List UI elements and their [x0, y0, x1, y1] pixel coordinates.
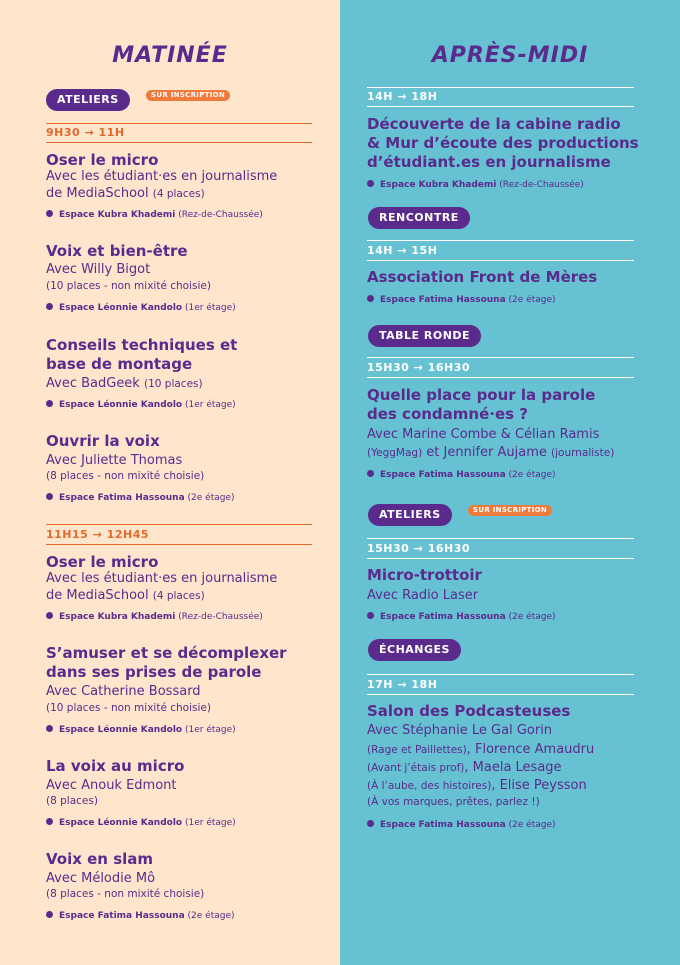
- event-location: Espace Kubra Khademi (Rez-de-Chaussée): [367, 179, 584, 191]
- divider: [367, 357, 634, 358]
- location-dot-icon: [46, 303, 53, 310]
- workshop-places: (10 places - non mixité choisie): [46, 280, 211, 292]
- divider: [46, 142, 312, 143]
- divider: [46, 123, 312, 124]
- event-title-2: des condamné·es ?: [367, 405, 529, 423]
- location-dot-icon: [367, 295, 374, 302]
- workshop-title: Oser le micro: [46, 553, 159, 571]
- location-dot-icon: [367, 180, 374, 187]
- workshop-host: Avec Willy Bigot: [46, 262, 151, 277]
- location-dot-icon: [367, 820, 374, 827]
- workshop-places: (8 places): [46, 795, 98, 807]
- location-dot-icon: [46, 210, 53, 217]
- workshop-location: Espace Léonnie Kandolo (1er étage): [46, 302, 236, 314]
- inscription-tag: SUR INSCRIPTION: [468, 505, 552, 516]
- workshop-host-2: de MediaSchool (4 places): [46, 186, 205, 201]
- event-hosts-2: (YeggMag) et Jennifer Aujame (journaliste): [367, 445, 615, 460]
- time-slot-2: 11H15 → 12H45: [46, 528, 150, 541]
- workshop-title: Ouvrir la voix: [46, 432, 160, 450]
- divider: [46, 524, 312, 525]
- divider: [367, 694, 634, 695]
- event-title: Découverte de la cabine radio: [367, 115, 621, 133]
- workshop-host-2: de MediaSchool (4 places): [46, 588, 205, 603]
- event-title: Quelle place pour la parole: [367, 386, 596, 404]
- workshop-host: Avec Mélodie Mô: [46, 871, 156, 886]
- rencontre-badge: RENCONTRE: [368, 207, 470, 229]
- event-hosts-4: (À l’aube, des histoires), Elise Peysson: [367, 778, 587, 793]
- time-slot: 17H → 18H: [367, 678, 438, 691]
- workshop-places: (8 places - non mixité choisie): [46, 470, 205, 482]
- workshop-title: Voix et bien-être: [46, 242, 188, 260]
- workshop-title-2: base de montage: [46, 355, 193, 373]
- event-hosts-5: (À vos marques, prêtes, parlez !): [367, 796, 540, 808]
- time-slot: 14H → 15H: [367, 244, 438, 257]
- workshop-title: S’amuser et se décomplexer: [46, 644, 287, 662]
- workshop-location: Espace Léonnie Kandolo (1er étage): [46, 724, 236, 736]
- location-dot-icon: [46, 493, 53, 500]
- echanges-badge: ÉCHANGES: [368, 639, 461, 661]
- event-location: Espace Fatima Hassouna (2e étage): [367, 611, 556, 623]
- workshop-title: Conseils techniques et: [46, 336, 238, 354]
- workshop-places: (10 places - non mixité choisie): [46, 702, 211, 714]
- ateliers-badge: ATELIERS: [46, 89, 130, 111]
- location-dot-icon: [367, 470, 374, 477]
- event-title-2: & Mur d’écoute des productions: [367, 134, 639, 152]
- event-title: Micro-trottoir: [367, 566, 482, 584]
- workshop-title-2: dans ses prises de parole: [46, 663, 262, 681]
- time-slot: 15H30 → 16H30: [367, 361, 471, 374]
- workshop-places: (8 places - non mixité choisie): [46, 888, 205, 900]
- workshop-host: Avec Juliette Thomas: [46, 453, 183, 468]
- workshop-location: Espace Kubra Khademi (Rez-de-Chaussée): [46, 611, 263, 623]
- time-slot: 14H → 18H: [367, 90, 438, 103]
- divider: [367, 106, 634, 107]
- workshop-location: Espace Léonnie Kandolo (1er étage): [46, 399, 236, 411]
- event-hosts: Avec Marine Combe & Célian Ramis: [367, 427, 600, 442]
- workshop-host: Avec Catherine Bossard: [46, 684, 201, 699]
- divider: [367, 87, 634, 88]
- event-location: Espace Fatima Hassouna (2e étage): [367, 294, 556, 306]
- workshop-location: Espace Léonnie Kandolo (1er étage): [46, 817, 236, 829]
- event-title: Salon des Podcasteuses: [367, 702, 571, 720]
- workshop-location: Espace Fatima Hassouna (2e étage): [46, 492, 235, 504]
- divider: [367, 377, 634, 378]
- workshop-host: Avec les étudiant·es en journalisme: [46, 571, 278, 586]
- divider: [367, 674, 634, 675]
- divider: [46, 544, 312, 545]
- event-location: Espace Fatima Hassouna (2e étage): [367, 819, 556, 831]
- workshop-host: Avec BadGeek (10 places): [46, 376, 203, 391]
- location-dot-icon: [46, 725, 53, 732]
- time-slot: 15H30 → 16H30: [367, 542, 471, 555]
- apresmidi-column: [340, 0, 680, 965]
- workshop-host: Avec les étudiant·es en journalisme: [46, 169, 278, 184]
- divider: [367, 538, 634, 539]
- location-dot-icon: [367, 612, 374, 619]
- event-title: Association Front de Mères: [367, 268, 598, 286]
- divider: [367, 240, 634, 241]
- location-dot-icon: [46, 400, 53, 407]
- matinee-heading: MATINÉE: [112, 43, 228, 68]
- table-ronde-badge: TABLE RONDE: [368, 325, 481, 347]
- event-hosts-3: (Avant j’étais prof), Maela Lesage: [367, 760, 562, 775]
- location-dot-icon: [46, 818, 53, 825]
- time-slot-1: 9H30 → 11H: [46, 126, 125, 139]
- workshop-location: Espace Fatima Hassouna (2e étage): [46, 910, 235, 922]
- inscription-tag: SUR INSCRIPTION: [146, 90, 230, 101]
- divider: [367, 260, 634, 261]
- workshop-title: La voix au micro: [46, 757, 185, 775]
- event-title-3: d’étudiant.es en journalisme: [367, 153, 611, 171]
- event-hosts: Avec Stéphanie Le Gal Gorin: [367, 723, 553, 738]
- location-dot-icon: [46, 612, 53, 619]
- workshop-location: Espace Kubra Khademi (Rez-de-Chaussée): [46, 209, 263, 221]
- event-hosts-2: (Rage et Paillettes), Florence Amaudru: [367, 742, 595, 757]
- divider: [367, 558, 634, 559]
- workshop-host: Avec Anouk Edmont: [46, 778, 177, 793]
- ateliers-badge: ATELIERS: [368, 504, 452, 526]
- location-dot-icon: [46, 911, 53, 918]
- apresmidi-heading: APRÈS-MIDI: [431, 43, 589, 68]
- event-hosts: Avec Radio Laser: [367, 588, 479, 603]
- workshop-title: Voix en slam: [46, 850, 154, 868]
- workshop-title: Oser le micro: [46, 151, 159, 169]
- event-location: Espace Fatima Hassouna (2e étage): [367, 469, 556, 481]
